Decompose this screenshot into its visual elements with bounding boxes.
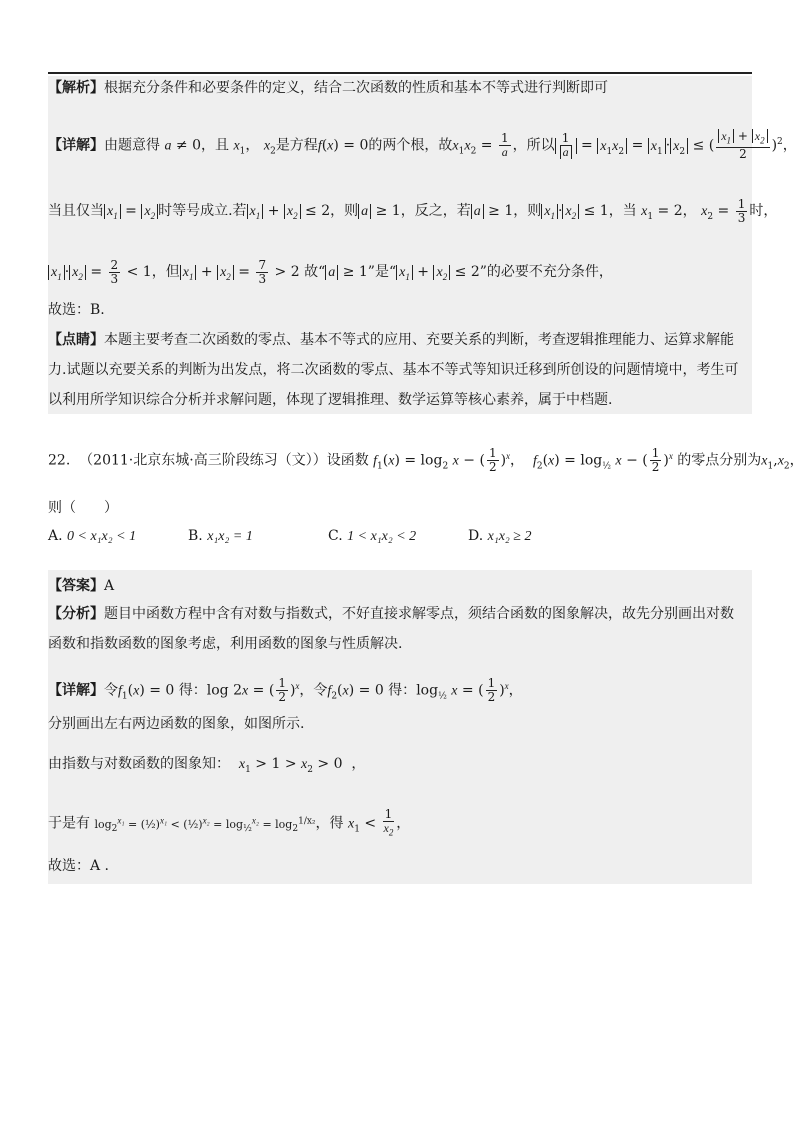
comment-line-1 <box>48 330 752 350</box>
detail-text: 当且仅当 <box>48 203 104 219</box>
detail-text: ，则 <box>330 203 359 219</box>
math-x1: x <box>233 138 240 154</box>
option-a[interactable] <box>48 528 136 545</box>
detail-line-2: 当且仅当 $x_1 = x_2$ 时等号成立.若 $x_1 + x_2 \le 2$，则 a ≥ 1，反之，若 a ≥ 1，则 $x_1 \cdot x_2 \le 1$，当 $x_1 = 2$， $x_2$ = $\frac{1}{3}$ 时， <box>48 196 778 225</box>
detail-text: ，且 <box>201 137 229 154</box>
detail-label: 【详解】 <box>48 137 104 154</box>
answer-analysis-1 <box>48 604 752 624</box>
math-product: x <box>452 138 459 154</box>
detail-text: 由题意得 <box>104 137 160 154</box>
detail-text: ，反之，若 <box>400 203 471 219</box>
option-text: 0 < x₁x₂ < 1 <box>67 529 137 544</box>
analysis-label: 【解析】 <box>48 80 104 96</box>
answer-so-line: 于是有 $\log_2^{x_1}$ = (½)$^{x_1}$ < (½)$^{x_2}$ = $\log_{\frac{1}{2}}^{x_2} = \log_2^{1/x_2}$，得 $x_1$ < $\frac{1}{x_2}$ ， <box>48 806 411 838</box>
detail-line-3: $x_1 \cdot x_2$ = $\frac{2}{3}$ < 1，但 $x_1 + x_2$ = $\frac{7}{3}$ > 2 故“ a ≥ 1”是“ $x_1 + x_2 \le 2$”的必要不充分条件， <box>48 256 752 288</box>
answer-detail-text: 令 <box>104 682 118 699</box>
answer-analysis-2: 函数和指数函数的图象考虑，利用函数的图象与性质解决. <box>48 636 403 652</box>
comment-line-2: 力.试题以充要关系的判断为出发点，将二次函数的零点、基本不等式等知识迁移到所创设的问题情境中，考生可 <box>48 362 739 378</box>
answer-label: 【答案】 <box>48 578 104 594</box>
question-22-stem: 22. （2011·北京东城·高三阶段练习（文））设函数 $f_1(x) = \log_2 x$ − ( $\frac{1}{2}$ )$^x$， $f_2(x) = \log_{\frac{1}{2}} x$ − ( $\frac{1}{2}$ )$^x$ 的零点分别为$x_1,x_2$， <box>48 446 804 475</box>
question-text: 设函数 <box>326 452 369 469</box>
detail-text: 是方程 <box>275 137 318 154</box>
option-letter: A. <box>48 528 63 544</box>
detail-text: ，但 <box>151 264 180 280</box>
answer-detail-text: 得： <box>178 682 207 699</box>
detail-text: 故“ <box>304 264 326 280</box>
option-text: x₁x₂ ≥ 2 <box>487 529 532 544</box>
detail-text: ，所以 <box>512 137 555 154</box>
option-letter: D. <box>468 528 484 544</box>
page-top-rule <box>48 72 752 74</box>
detail-text: ，当 <box>608 203 637 219</box>
analysis-text: 根据充分条件和必要条件的定义，结合二次函数的性质和基本不等式进行判断即可 <box>104 80 608 96</box>
detail-text: 时， <box>749 203 778 219</box>
answer-know-line: 由指数与对数函数的图象知： $x_1 > 1 > x_2 > 0$ ， <box>48 756 366 775</box>
fraction-am-gm: $\frac{x_1 + x_2}{2}$ <box>716 130 769 161</box>
detail-text: ”是“ <box>367 264 397 280</box>
comment-text: 本题主要考查二次函数的零点、基本不等式的应用、充要关系的判断，考查逻辑推理能力、运算求解能 <box>104 332 734 348</box>
answer-detail-text: 由指数与对数函数的图象知： <box>48 756 230 772</box>
question-then: 则（ ） <box>48 500 118 516</box>
detail-text: ”的必要不充分条件， <box>479 264 613 280</box>
option-text: x₁x₂ = 1 <box>207 529 253 544</box>
answer-detail-label: 【详解】 <box>48 682 104 699</box>
question-source: （2011·北京东城·高三阶段练习（文）） <box>79 452 327 469</box>
answer-detail-line: 【详解】令$f_1(x) = 0$ 得：log 2x = ( $\frac{1}{2}$ )$^x$，令$f_2(x) = 0$ 得：$\log_{\frac{1}{2}} x$ = ( $\frac{1}{2}$ )$^x$， <box>48 676 523 705</box>
math-abs-1-over-a: $\frac{1}{a}$ <box>555 138 577 154</box>
question-text: 的零点分别为 <box>677 452 762 469</box>
answer-detail-text: 得： <box>388 682 417 699</box>
answer-choice: 故选：A . <box>48 858 110 874</box>
detail-text: 的两个根，故 <box>368 137 453 154</box>
answer-detail-text: 于是有 <box>48 815 90 832</box>
prev-choice: 故选：B. <box>48 302 105 318</box>
math-fx-eq-0: f <box>317 138 322 154</box>
math-a-neq-0: a <box>164 138 172 154</box>
question-number: 22. <box>48 452 71 469</box>
option-d[interactable] <box>468 528 532 545</box>
answer-analysis-label: 【分析】 <box>48 606 104 622</box>
analysis-paragraph <box>48 78 752 98</box>
option-c[interactable] <box>328 528 416 545</box>
detail-text: ，则 <box>513 203 542 219</box>
answer-detail-text: ，得 <box>315 815 344 832</box>
comment-line-3: 以利用所学知识综合分析并求解问题，体现了逻辑推理、数学运算等核心素养，属于中档题. <box>48 392 613 408</box>
option-text: 1 < x₁x₂ < 2 <box>347 529 417 544</box>
answer-draw-line: 分别画出左右两边函数的图象，如图所示. <box>48 716 305 732</box>
answer-value: A <box>104 578 115 594</box>
answer-detail-text: ，令 <box>299 682 328 699</box>
option-letter: C. <box>328 528 343 544</box>
comment-label: 【点睛】 <box>48 332 104 348</box>
answer-line <box>48 576 752 596</box>
option-letter: B. <box>188 528 203 544</box>
detail-line-1: 【详解】由题意得 a ≠ 0，且 $x_1$， $x_2$是方程f(x) = 0的两个根，故$x_1x_2$ = $\frac{1}{a}$ ，所以 $\frac{1}{a}$ = $x_1x_2 = x_1 \cdot x_2$ ≤ ( $\frac{x_1 + x_2}{2}$ )$^2$， <box>48 128 797 162</box>
answer-analysis-text: 题目中函数方程中含有对数与指数式，不好直接求解零点，须结合函数的图象解决，故先分别画出对数 <box>104 606 734 622</box>
detail-text: 时等号成立.若 <box>158 203 247 219</box>
option-b[interactable] <box>188 528 253 545</box>
fraction-1-over-a: $\frac{1}{a}$ <box>500 131 509 160</box>
